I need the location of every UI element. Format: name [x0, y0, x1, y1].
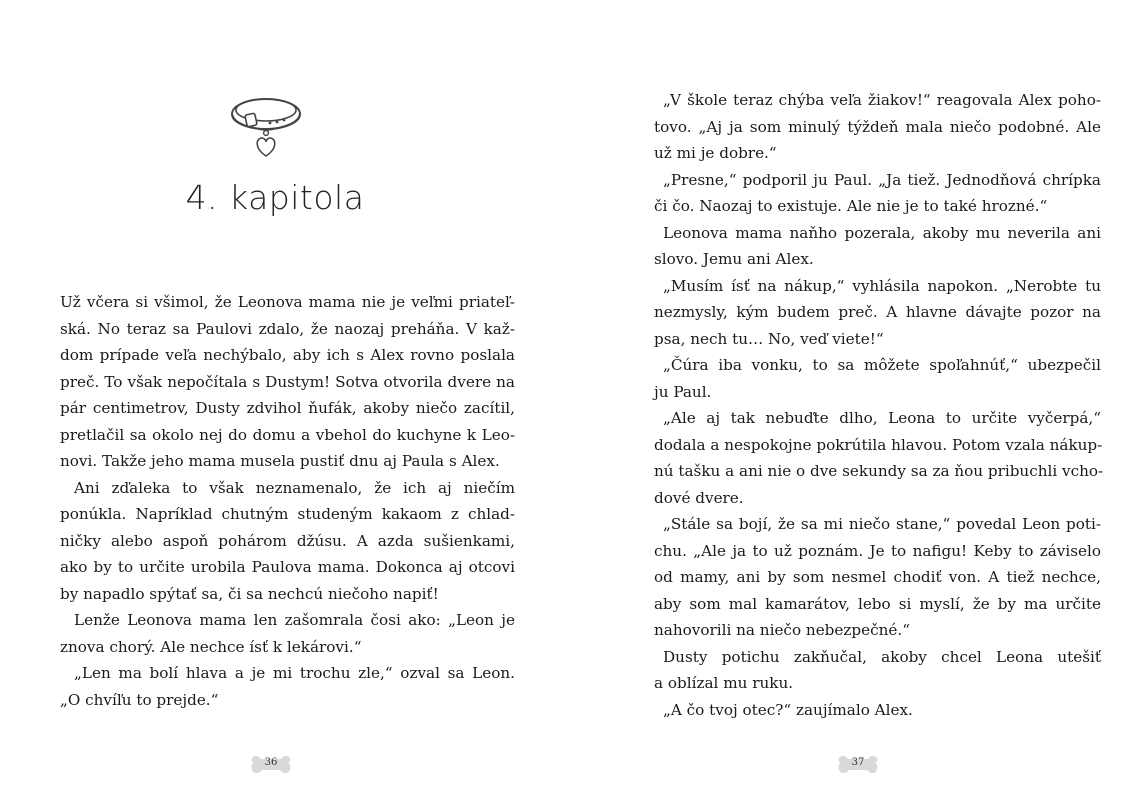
text-line: „Stále sa bojí, že sa mi niečo stane,“ povedal Leon poti-	[663, 515, 1101, 533]
paragraph	[654, 352, 1101, 405]
text-line: by napadlo spýtať sa, či sa nechcú niečoho napiť!	[60, 584, 439, 603]
text-line: už mi je dobre.“	[654, 144, 777, 162]
paragraph	[60, 475, 515, 608]
text-line: dom prípade veľa nechýbalo, aby ich s Alex rovno poslala	[60, 346, 515, 364]
text-line: tovo. „Aj ja som minulý týždeň mala niečo podobné. Ale	[654, 117, 1101, 136]
text-line: od mamy, ani by som nesmel chodiť von. A tiež nechce,	[654, 568, 1101, 586]
text-line: ská. No teraz sa Paulovi zdalo, že naozaj preháňa. V kaž-	[60, 319, 515, 338]
text-line: nezmysly, kým budem preč. A hlavne dávajte pozor na	[654, 303, 1101, 321]
text-line: ju Paul.	[654, 382, 712, 401]
text-line: znova chorý. Ale nechce ísť k lekárovi.“	[60, 637, 362, 656]
text-line: „A čo tvoj otec?“ zaujímalo Alex.	[663, 700, 913, 719]
paragraph	[654, 220, 1101, 273]
text-line: pár centimetrov, Dusty zdvihol ňufák, akoby niečo zacítil,	[60, 399, 515, 417]
paragraph	[654, 87, 1101, 167]
text-line: a oblízal mu ruku.	[654, 674, 794, 692]
paragraph	[654, 405, 1104, 511]
text-line: chu. „Ale ja to už poznám. Je to nafigu! Keby to záviselo	[654, 541, 1101, 560]
text-line: Dusty potichu zakňučal, akoby chcel Leona utešiť	[663, 647, 1101, 666]
text-line: „Len ma bolí hlava a je mi trochu zle,“ ozval sa Leon.	[74, 664, 515, 682]
text-line: „Musím ísť na nákup,“ vyhlásila napokon. „Nerobte tu	[663, 276, 1101, 295]
paragraph	[60, 607, 515, 660]
text-line: ako by to určite urobila Paulova mama. Dokonca aj otcovi	[60, 558, 515, 576]
left-page	[0, 0, 565, 800]
paragraph	[654, 511, 1101, 644]
text-line: „Čúra iba vonku, to sa môžete spoľahnúť,“ ubezpečil	[663, 356, 1101, 374]
text-line: „O chvíľu to prejde.“	[60, 690, 219, 709]
text-line: ničky alebo aspoň pohárom džúsu. A azda sušienkami,	[60, 531, 515, 550]
text-line: slovo. Jemu ani Alex.	[654, 250, 814, 268]
page-number-label: 37	[851, 757, 865, 768]
text-line: psa, nech tu… No, veď viete!“	[654, 329, 884, 348]
text-line: dodala a nespokojne pokrútila hlavou. Potom vzala nákup-	[654, 435, 1103, 454]
text-line: dové dvere.	[654, 488, 744, 507]
text-line: Ani zďaleka to však neznamenalo, že ich aj niečím	[74, 478, 515, 497]
page-number-label: 36	[264, 757, 278, 768]
chapter-title: 4. kapitola	[185, 178, 365, 217]
text-line: „V škole teraz chýba veľa žiakov!“ reagovala Alex poho-	[663, 91, 1101, 109]
text-line: nahovorili na niečo nebezpečné.“	[654, 621, 910, 639]
text-line: pretlačil sa okolo nej do domu a vbehol do kuchyne k Leo-	[60, 425, 515, 444]
text-line: Už včera si všimol, že Leonova mama nie je veľmi priateľ-	[60, 293, 515, 311]
text-line: preč. To však nepočítala s Dustym! Sotva otvorila dvere na	[60, 372, 515, 391]
right-page	[566, 0, 1131, 800]
page-number-right	[835, 752, 881, 778]
text-line: novi. Takže jeho mama musela pustiť dnu aj Paula s Alex.	[60, 452, 500, 470]
page-number-left	[248, 752, 294, 778]
text-line: Lenže Leonova mama len zašomrala čosi ako: „Leon je	[74, 611, 515, 629]
dog-collar-icon	[226, 90, 306, 162]
paragraph	[654, 697, 1101, 724]
text-line: Leonova mama naňho pozerala, akoby mu neverila ani	[663, 223, 1101, 242]
text-line: či čo. Naozaj to existuje. Ale nie je to také hrozné.“	[654, 197, 1048, 215]
paragraph	[654, 167, 1101, 220]
paragraph	[654, 644, 1101, 697]
paragraph	[60, 289, 515, 475]
text-line: „Ale aj tak nebuďte dlho, Leona to určite vyčerpá,“	[663, 409, 1101, 427]
text-line: „Presne,“ podporil ju Paul. „Ja tiež. Jednodňová chrípka	[663, 170, 1101, 189]
text-line: ponúkla. Napríklad chutným studeným kakaom z chlad-	[60, 505, 515, 523]
paragraph	[60, 660, 515, 713]
text-line: aby som mal kamarátov, lebo si myslí, že by ma určite	[654, 594, 1101, 613]
text-line: nú tašku a ani nie o dve sekundy sa za ňou pribuchli vcho-	[654, 462, 1104, 480]
paragraph	[654, 273, 1101, 353]
